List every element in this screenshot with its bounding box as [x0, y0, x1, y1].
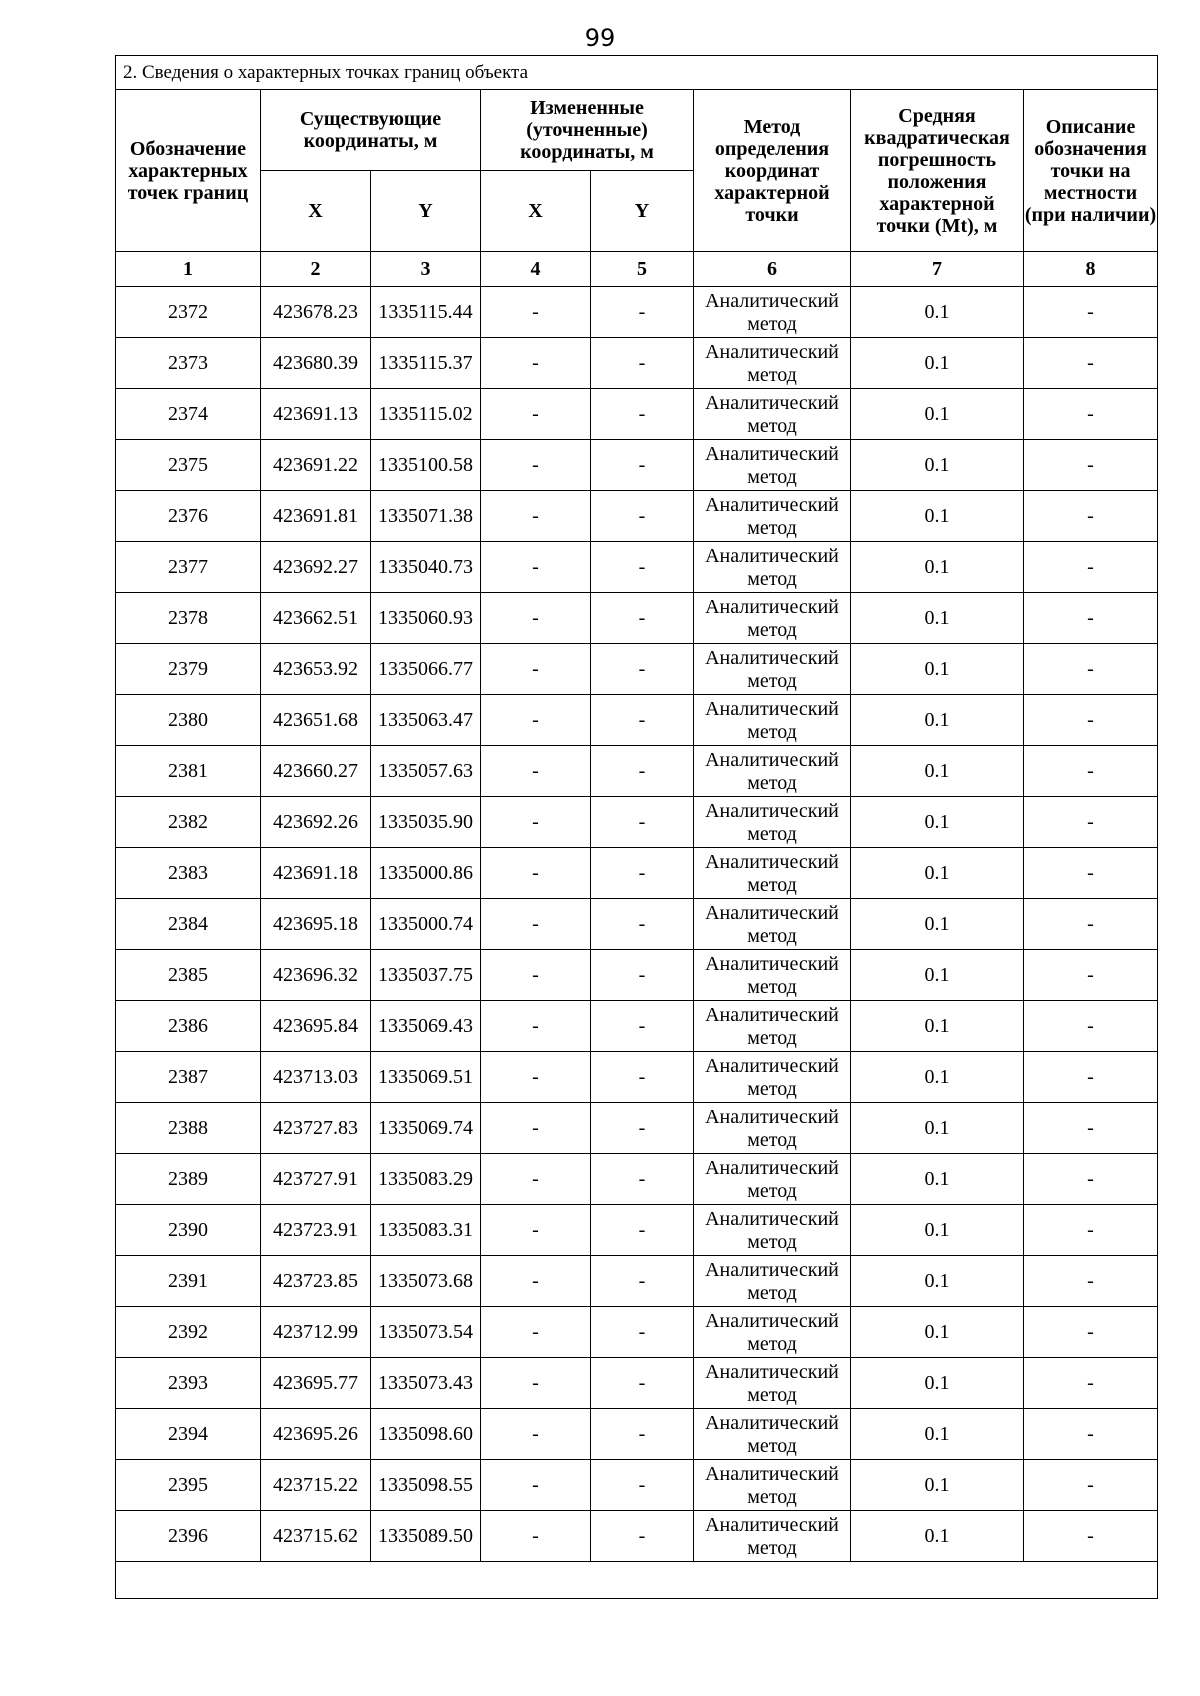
cell-mean-error: 0.1 [851, 644, 1024, 695]
method-text: Аналитический метод [705, 1004, 839, 1049]
cell-existing-y: 1335000.86 [371, 848, 481, 899]
cell-existing-y: 1335073.43 [371, 1358, 481, 1409]
cell-mean-error: 0.1 [851, 287, 1024, 338]
cell-existing-x: 423660.27 [261, 746, 371, 797]
cell-description: - [1024, 950, 1158, 1001]
cell-changed-y: - [591, 950, 694, 1001]
header-existing-coordinates: Существующие координаты, м [261, 90, 481, 171]
cell-method [694, 1460, 851, 1511]
cell-method [694, 797, 851, 848]
cell-point-designation: 2393 [116, 1358, 261, 1409]
cell-description: - [1024, 1511, 1158, 1562]
column-number: 3 [371, 252, 481, 287]
method-text: Аналитический метод [705, 443, 839, 488]
table-row [116, 542, 1158, 593]
table-row [116, 950, 1158, 1001]
cell-point-designation: 2385 [116, 950, 261, 1001]
cell-method [694, 593, 851, 644]
header-method: Метод определения координат характерной точки [694, 90, 851, 252]
cell-changed-x: - [481, 695, 591, 746]
cell-changed-y: - [591, 1409, 694, 1460]
cell-existing-y: 1335069.43 [371, 1001, 481, 1052]
header-changed-coordinates: Измененные (уточненные) координаты, м [481, 90, 694, 171]
cell-existing-y: 1335098.60 [371, 1409, 481, 1460]
cell-method [694, 746, 851, 797]
cell-description: - [1024, 1460, 1158, 1511]
cell-point-designation: 2379 [116, 644, 261, 695]
cell-description: - [1024, 491, 1158, 542]
cell-description: - [1024, 1001, 1158, 1052]
cell-description: - [1024, 542, 1158, 593]
cell-existing-y: 1335060.93 [371, 593, 481, 644]
table-row [116, 491, 1158, 542]
method-text: Аналитический метод [705, 392, 839, 437]
cell-method [694, 491, 851, 542]
cell-existing-y: 1335057.63 [371, 746, 481, 797]
cell-existing-x: 423695.84 [261, 1001, 371, 1052]
header-changed-x: X [481, 171, 591, 252]
cell-existing-x: 423727.91 [261, 1154, 371, 1205]
cell-changed-x: - [481, 1001, 591, 1052]
cell-existing-x: 423695.18 [261, 899, 371, 950]
cell-method [694, 899, 851, 950]
table-row [116, 1256, 1158, 1307]
cell-method [694, 1409, 851, 1460]
cell-description: - [1024, 797, 1158, 848]
cell-changed-y: - [591, 1205, 694, 1256]
cell-point-designation: 2376 [116, 491, 261, 542]
cell-mean-error: 0.1 [851, 950, 1024, 1001]
cell-existing-x: 423723.91 [261, 1205, 371, 1256]
cell-mean-error: 0.1 [851, 1205, 1024, 1256]
cell-changed-x: - [481, 440, 591, 491]
cell-description: - [1024, 440, 1158, 491]
cell-changed-x: - [481, 644, 591, 695]
cell-point-designation: 2378 [116, 593, 261, 644]
table-row [116, 389, 1158, 440]
cell-description: - [1024, 644, 1158, 695]
cell-changed-x: - [481, 950, 591, 1001]
cell-point-designation: 2383 [116, 848, 261, 899]
cell-method [694, 389, 851, 440]
cell-existing-y: 1335115.44 [371, 287, 481, 338]
cell-mean-error: 0.1 [851, 899, 1024, 950]
cell-existing-x: 423723.85 [261, 1256, 371, 1307]
cell-mean-error: 0.1 [851, 797, 1024, 848]
cell-mean-error: 0.1 [851, 542, 1024, 593]
cell-changed-y: - [591, 1052, 694, 1103]
cell-changed-x: - [481, 542, 591, 593]
table-row [116, 1052, 1158, 1103]
cell-existing-x: 423651.68 [261, 695, 371, 746]
cell-method [694, 1001, 851, 1052]
method-text: Аналитический метод [705, 698, 839, 743]
cell-existing-x: 423695.26 [261, 1409, 371, 1460]
cell-existing-x: 423662.51 [261, 593, 371, 644]
cell-changed-y: - [591, 695, 694, 746]
cell-changed-y: - [591, 797, 694, 848]
cell-existing-x: 423691.22 [261, 440, 371, 491]
cell-method [694, 542, 851, 593]
cell-mean-error: 0.1 [851, 1460, 1024, 1511]
cell-description: - [1024, 695, 1158, 746]
cell-point-designation: 2390 [116, 1205, 261, 1256]
cell-method [694, 1256, 851, 1307]
cell-description: - [1024, 593, 1158, 644]
table-row [116, 440, 1158, 491]
cell-changed-y: - [591, 1256, 694, 1307]
cell-existing-x: 423715.22 [261, 1460, 371, 1511]
cell-existing-y: 1335066.77 [371, 644, 481, 695]
cell-existing-y: 1335083.29 [371, 1154, 481, 1205]
cell-description: - [1024, 1052, 1158, 1103]
cell-changed-y: - [591, 1103, 694, 1154]
method-text: Аналитический метод [705, 341, 839, 386]
cell-mean-error: 0.1 [851, 593, 1024, 644]
cell-changed-x: - [481, 1460, 591, 1511]
cell-method [694, 1358, 851, 1409]
cell-mean-error: 0.1 [851, 491, 1024, 542]
cell-mean-error: 0.1 [851, 1052, 1024, 1103]
cell-mean-error: 0.1 [851, 338, 1024, 389]
table-row [116, 848, 1158, 899]
cell-existing-x: 423715.62 [261, 1511, 371, 1562]
cell-existing-y: 1335069.51 [371, 1052, 481, 1103]
method-text: Аналитический метод [705, 596, 839, 641]
table-row [116, 746, 1158, 797]
cell-changed-x: - [481, 746, 591, 797]
cell-mean-error: 0.1 [851, 1256, 1024, 1307]
cell-existing-x: 423712.99 [261, 1307, 371, 1358]
cell-description: - [1024, 1409, 1158, 1460]
table-row [116, 1307, 1158, 1358]
cell-changed-x: - [481, 1358, 591, 1409]
cell-method [694, 1154, 851, 1205]
cell-existing-y: 1335100.58 [371, 440, 481, 491]
cell-changed-y: - [591, 644, 694, 695]
column-number: 8 [1024, 252, 1158, 287]
cell-existing-x: 423691.81 [261, 491, 371, 542]
cell-changed-y: - [591, 1460, 694, 1511]
cell-point-designation: 2387 [116, 1052, 261, 1103]
table-row [116, 695, 1158, 746]
cell-point-designation: 2377 [116, 542, 261, 593]
cell-description: - [1024, 338, 1158, 389]
cell-description: - [1024, 1103, 1158, 1154]
cell-point-designation: 2374 [116, 389, 261, 440]
method-text: Аналитический метод [705, 1055, 839, 1100]
cell-description: - [1024, 287, 1158, 338]
table-row [116, 1103, 1158, 1154]
cell-existing-y: 1335071.38 [371, 491, 481, 542]
cell-existing-y: 1335063.47 [371, 695, 481, 746]
cell-description: - [1024, 1256, 1158, 1307]
cell-existing-x: 423692.26 [261, 797, 371, 848]
column-number: 5 [591, 252, 694, 287]
cell-point-designation: 2396 [116, 1511, 261, 1562]
cell-existing-y: 1335089.50 [371, 1511, 481, 1562]
cell-mean-error: 0.1 [851, 1358, 1024, 1409]
header-error: Средняя квадратическая погрешность положения характерной точки (Mt), м [851, 90, 1024, 252]
cell-changed-x: - [481, 338, 591, 389]
cell-changed-x: - [481, 1103, 591, 1154]
cell-changed-y: - [591, 440, 694, 491]
cell-point-designation: 2380 [116, 695, 261, 746]
cell-point-designation: 2392 [116, 1307, 261, 1358]
cell-point-designation: 2382 [116, 797, 261, 848]
cell-mean-error: 0.1 [851, 695, 1024, 746]
cell-changed-x: - [481, 1154, 591, 1205]
cell-description: - [1024, 389, 1158, 440]
cell-existing-x: 423713.03 [261, 1052, 371, 1103]
cell-existing-y: 1335040.73 [371, 542, 481, 593]
cell-method [694, 644, 851, 695]
header-description: Описание обозначения точки на местности (при наличии) [1024, 90, 1158, 252]
cell-method [694, 1511, 851, 1562]
cell-mean-error: 0.1 [851, 746, 1024, 797]
column-number: 4 [481, 252, 591, 287]
cell-changed-x: - [481, 797, 591, 848]
method-text: Аналитический метод [705, 1412, 839, 1457]
cell-changed-x: - [481, 848, 591, 899]
table-row [116, 287, 1158, 338]
cell-description: - [1024, 1154, 1158, 1205]
method-text: Аналитический метод [705, 1463, 839, 1508]
table-row [116, 1460, 1158, 1511]
cell-description: - [1024, 1307, 1158, 1358]
method-text: Аналитический метод [705, 1514, 839, 1559]
column-number: 6 [694, 252, 851, 287]
cell-method [694, 338, 851, 389]
cell-existing-x: 423691.13 [261, 389, 371, 440]
header-changed-y: Y [591, 171, 694, 252]
cell-changed-y: - [591, 746, 694, 797]
method-text: Аналитический метод [705, 1157, 839, 1202]
method-text: Аналитический метод [705, 851, 839, 896]
cell-changed-y: - [591, 287, 694, 338]
cell-changed-x: - [481, 1511, 591, 1562]
method-text: Аналитический метод [705, 1310, 839, 1355]
cell-changed-y: - [591, 593, 694, 644]
cell-changed-y: - [591, 1511, 694, 1562]
table-row [116, 899, 1158, 950]
cell-existing-x: 423691.18 [261, 848, 371, 899]
method-text: Аналитический метод [705, 800, 839, 845]
cell-point-designation: 2372 [116, 287, 261, 338]
header-designation: Обозначение характерных точек границ [116, 90, 261, 252]
header-existing-y: Y [371, 171, 481, 252]
boundary-points-table [115, 55, 1158, 1599]
method-text: Аналитический метод [705, 647, 839, 692]
header-existing-x: X [261, 171, 371, 252]
cell-method [694, 1052, 851, 1103]
cell-method [694, 1205, 851, 1256]
cell-changed-y: - [591, 542, 694, 593]
table-row [116, 1154, 1158, 1205]
cell-existing-y: 1335000.74 [371, 899, 481, 950]
cell-method [694, 1307, 851, 1358]
cell-changed-x: - [481, 1256, 591, 1307]
cell-mean-error: 0.1 [851, 1511, 1024, 1562]
cell-existing-y: 1335098.55 [371, 1460, 481, 1511]
empty-cell [116, 1562, 1158, 1599]
cell-point-designation: 2384 [116, 899, 261, 950]
cell-method [694, 848, 851, 899]
page-number: 99 [584, 24, 616, 52]
cell-method [694, 950, 851, 1001]
method-text: Аналитический метод [705, 953, 839, 998]
cell-existing-y: 1335115.02 [371, 389, 481, 440]
cell-point-designation: 2373 [116, 338, 261, 389]
cell-existing-x: 423680.39 [261, 338, 371, 389]
column-number: 7 [851, 252, 1024, 287]
section-title: 2. Сведения о характерных точках границ объекта [116, 56, 1158, 90]
cell-point-designation: 2386 [116, 1001, 261, 1052]
cell-mean-error: 0.1 [851, 389, 1024, 440]
cell-method [694, 695, 851, 746]
cell-changed-x: - [481, 491, 591, 542]
cell-changed-x: - [481, 593, 591, 644]
cell-changed-x: - [481, 899, 591, 950]
method-text: Аналитический метод [705, 902, 839, 947]
cell-description: - [1024, 1358, 1158, 1409]
column-number: 2 [261, 252, 371, 287]
method-text: Аналитический метод [705, 1208, 839, 1253]
cell-method [694, 287, 851, 338]
method-text: Аналитический метод [705, 749, 839, 794]
method-text: Аналитический метод [705, 1106, 839, 1151]
cell-existing-x: 423692.27 [261, 542, 371, 593]
cell-point-designation: 2391 [116, 1256, 261, 1307]
cell-description: - [1024, 848, 1158, 899]
method-text: Аналитический метод [705, 1361, 839, 1406]
cell-mean-error: 0.1 [851, 1307, 1024, 1358]
cell-mean-error: 0.1 [851, 1154, 1024, 1205]
cell-changed-y: - [591, 1154, 694, 1205]
method-text: Аналитический метод [705, 1259, 839, 1304]
table-row [116, 1358, 1158, 1409]
method-text: Аналитический метод [705, 290, 839, 335]
cell-mean-error: 0.1 [851, 848, 1024, 899]
cell-description: - [1024, 1205, 1158, 1256]
cell-changed-y: - [591, 1001, 694, 1052]
cell-point-designation: 2389 [116, 1154, 261, 1205]
cell-changed-x: - [481, 1205, 591, 1256]
cell-mean-error: 0.1 [851, 440, 1024, 491]
cell-changed-x: - [481, 1052, 591, 1103]
table-row [116, 644, 1158, 695]
table-row [116, 1205, 1158, 1256]
empty-row [116, 1562, 1158, 1599]
cell-method [694, 440, 851, 491]
method-text: Аналитический метод [705, 545, 839, 590]
cell-changed-x: - [481, 1409, 591, 1460]
table-row [116, 797, 1158, 848]
cell-changed-y: - [591, 1307, 694, 1358]
cell-existing-y: 1335073.54 [371, 1307, 481, 1358]
cell-method [694, 1103, 851, 1154]
cell-point-designation: 2395 [116, 1460, 261, 1511]
cell-mean-error: 0.1 [851, 1001, 1024, 1052]
table-row [116, 593, 1158, 644]
cell-existing-y: 1335037.75 [371, 950, 481, 1001]
cell-changed-y: - [591, 491, 694, 542]
cell-description: - [1024, 746, 1158, 797]
method-text: Аналитический метод [705, 494, 839, 539]
cell-description: - [1024, 899, 1158, 950]
table-row [116, 1511, 1158, 1562]
cell-changed-x: - [481, 389, 591, 440]
cell-changed-x: - [481, 1307, 591, 1358]
cell-point-designation: 2394 [116, 1409, 261, 1460]
table-row [116, 1001, 1158, 1052]
table-row [116, 1409, 1158, 1460]
cell-existing-x: 423678.23 [261, 287, 371, 338]
column-number: 1 [116, 252, 261, 287]
cell-point-designation: 2375 [116, 440, 261, 491]
cell-changed-y: - [591, 848, 694, 899]
cell-existing-y: 1335069.74 [371, 1103, 481, 1154]
column-numbers-row [116, 252, 1158, 287]
cell-changed-y: - [591, 1358, 694, 1409]
table-row [116, 338, 1158, 389]
cell-existing-y: 1335115.37 [371, 338, 481, 389]
cell-existing-x: 423653.92 [261, 644, 371, 695]
cell-changed-y: - [591, 338, 694, 389]
cell-existing-y: 1335073.68 [371, 1256, 481, 1307]
cell-changed-y: - [591, 899, 694, 950]
cell-existing-y: 1335083.31 [371, 1205, 481, 1256]
cell-changed-x: - [481, 287, 591, 338]
cell-mean-error: 0.1 [851, 1103, 1024, 1154]
cell-changed-y: - [591, 389, 694, 440]
cell-existing-x: 423727.83 [261, 1103, 371, 1154]
cell-existing-y: 1335035.90 [371, 797, 481, 848]
cell-point-designation: 2381 [116, 746, 261, 797]
cell-mean-error: 0.1 [851, 1409, 1024, 1460]
cell-point-designation: 2388 [116, 1103, 261, 1154]
cell-existing-x: 423695.77 [261, 1358, 371, 1409]
cell-existing-x: 423696.32 [261, 950, 371, 1001]
